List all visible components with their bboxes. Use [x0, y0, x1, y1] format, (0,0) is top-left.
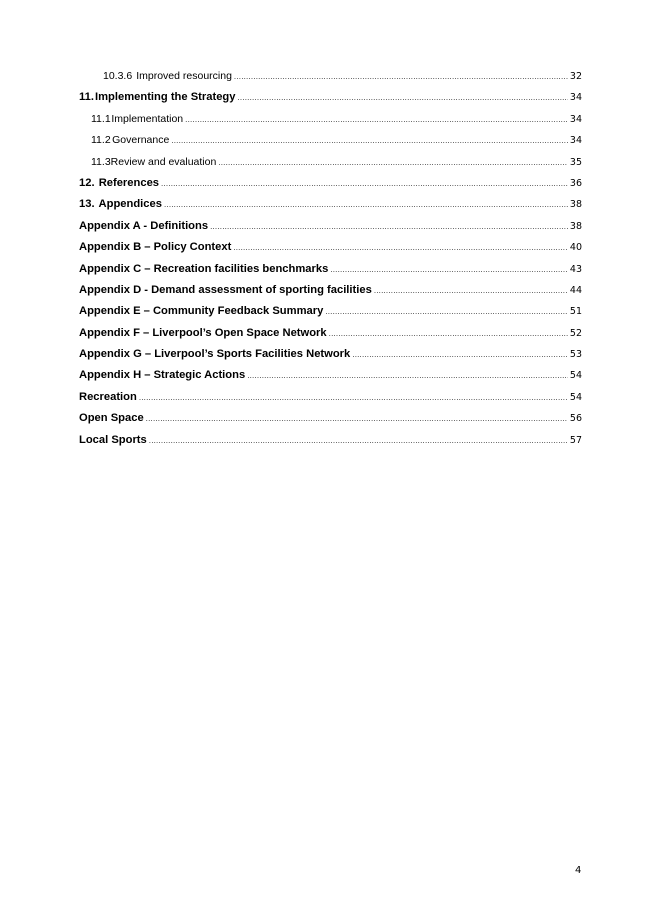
toc-entry-title: References — [98, 176, 160, 189]
toc-entry-title: Open Space — [79, 412, 144, 425]
toc-entry-page: 51 — [569, 306, 582, 318]
toc-entry-page: 57 — [569, 434, 582, 446]
toc-entry-page: 54 — [569, 391, 582, 403]
toc-entry-number: 12. — [79, 176, 95, 189]
toc-entry[interactable] — [79, 430, 582, 451]
toc-entry-page: 53 — [569, 349, 582, 361]
toc-entry-title: Implementation — [111, 112, 184, 125]
toc-entry-page: 35 — [569, 156, 582, 168]
toc-entry-title: Appendix A - Definitions — [79, 219, 209, 232]
toc-entry-title: Recreation — [79, 390, 137, 403]
toc-entry-title: Review and evaluation — [110, 155, 217, 168]
toc-dot-leader — [139, 387, 568, 408]
toc-entry-title: Appendix D - Demand assessment of sporting facilities — [79, 283, 372, 296]
toc-entry[interactable] — [79, 237, 582, 258]
toc-entry[interactable] — [79, 344, 582, 365]
toc-dot-leader — [247, 365, 568, 386]
toc-entry-title: Local Sports — [79, 433, 147, 446]
toc-dot-leader — [164, 194, 568, 215]
toc-entry-page: 40 — [569, 242, 582, 254]
toc-dot-leader — [171, 130, 568, 151]
toc-entry-page: 34 — [569, 92, 582, 104]
toc-dot-leader — [352, 344, 568, 365]
toc-entry-number: 11.2 — [91, 134, 111, 147]
toc-entry-title: Appendix B – Policy Context — [79, 241, 232, 254]
toc-entry-title: Improved resourcing — [136, 70, 232, 82]
toc-entry-page: 38 — [569, 220, 582, 232]
table-of-contents — [79, 66, 582, 451]
toc-entry-page: 38 — [569, 199, 582, 211]
toc-entry-title: Implementing the Strategy — [94, 91, 236, 104]
toc-entry-title: Appendix G – Liverpool’s Sports Facilities Network — [79, 348, 351, 361]
toc-entry[interactable] — [79, 109, 582, 130]
toc-entry[interactable] — [79, 66, 582, 87]
toc-dot-leader — [329, 323, 568, 344]
toc-dot-leader — [210, 216, 568, 237]
toc-dot-leader — [325, 301, 568, 322]
toc-entry[interactable] — [79, 216, 582, 237]
toc-entry-title: Appendix H – Strategic Actions — [79, 369, 246, 382]
toc-entry-number: 11.3 — [91, 155, 111, 168]
toc-entry[interactable] — [79, 365, 582, 386]
toc-dot-leader — [330, 259, 568, 280]
toc-entry-page: 34 — [569, 113, 582, 125]
toc-entry[interactable] — [79, 130, 582, 151]
toc-entry-number: 10.3.6 — [103, 70, 133, 82]
toc-dot-leader — [146, 408, 568, 429]
toc-entry-page: 43 — [569, 263, 582, 275]
toc-entry-page: 52 — [569, 327, 582, 339]
toc-entry-page: 56 — [569, 413, 582, 425]
toc-entry-title: Appendices — [98, 198, 162, 211]
toc-entry[interactable] — [79, 408, 582, 429]
toc-entry-number: 13. — [79, 198, 95, 211]
toc-entry-title: Governance — [112, 134, 170, 147]
toc-dot-leader — [233, 237, 568, 258]
toc-entry-title: Appendix E – Community Feedback Summary — [79, 305, 324, 318]
toc-entry-page: 36 — [569, 177, 582, 189]
toc-entry-page: 34 — [569, 135, 582, 147]
toc-dot-leader — [161, 173, 568, 194]
toc-entry-title: Appendix F – Liverpool’s Open Space Network — [79, 326, 327, 339]
toc-entry[interactable] — [79, 323, 582, 344]
toc-entry-title: Appendix C – Recreation facilities benchmarks — [79, 262, 329, 275]
toc-entry[interactable] — [79, 173, 582, 194]
toc-entry[interactable] — [79, 87, 582, 108]
toc-entry-number: 11. — [79, 91, 94, 104]
toc-entry-page: 32 — [569, 71, 582, 82]
toc-entry[interactable] — [79, 152, 582, 173]
page-number: 4 — [575, 865, 582, 876]
toc-entry[interactable] — [79, 301, 582, 322]
toc-entry-page: 44 — [569, 284, 582, 296]
toc-entry[interactable] — [79, 194, 582, 215]
toc-entry-page: 54 — [569, 370, 582, 382]
toc-dot-leader — [185, 109, 568, 130]
toc-dot-leader — [234, 66, 568, 87]
toc-dot-leader — [149, 430, 568, 451]
toc-entry[interactable] — [79, 280, 582, 301]
toc-dot-leader — [374, 280, 568, 301]
toc-entry[interactable] — [79, 387, 582, 408]
toc-dot-leader — [218, 152, 568, 173]
toc-dot-leader — [237, 87, 567, 108]
toc-entry-number: 11.1 — [91, 112, 111, 125]
toc-entry[interactable] — [79, 259, 582, 280]
